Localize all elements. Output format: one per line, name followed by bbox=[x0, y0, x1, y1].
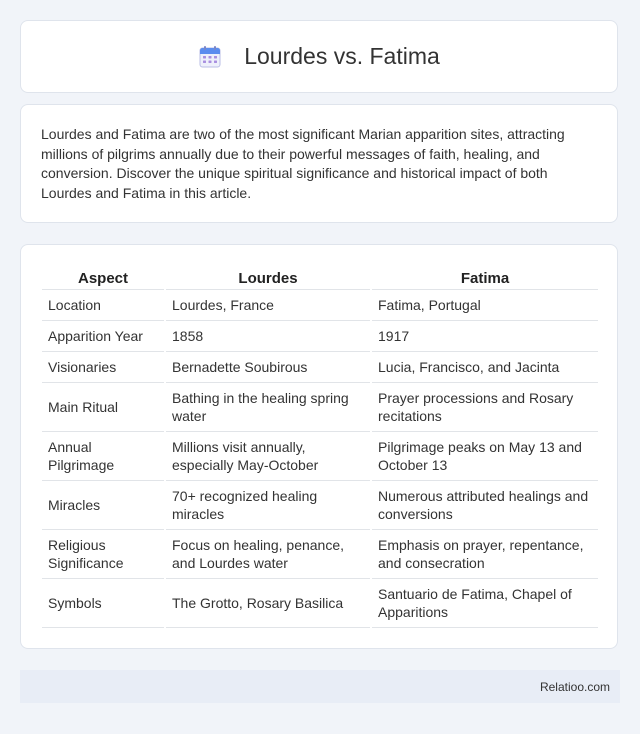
calendar-icon bbox=[198, 45, 222, 69]
cell-aspect: Apparition Year bbox=[42, 321, 164, 352]
table-row bbox=[42, 352, 598, 383]
cell-aspect: Visionaries bbox=[42, 352, 164, 383]
table-row bbox=[42, 530, 598, 579]
table-header-row bbox=[42, 264, 598, 290]
cell-aspect: Religious Significance bbox=[42, 530, 164, 579]
cell-fatima: Santuario de Fatima, Chapel of Apparitions bbox=[372, 579, 598, 628]
table-row bbox=[42, 579, 598, 628]
cell-aspect: Miracles bbox=[42, 481, 164, 530]
cell-lourdes: The Grotto, Rosary Basilica bbox=[166, 579, 370, 628]
cell-lourdes: Bernadette Soubirous bbox=[166, 352, 370, 383]
cell-lourdes: Lourdes, France bbox=[166, 290, 370, 321]
footer-bar bbox=[20, 670, 620, 703]
cell-aspect: Annual Pilgrimage bbox=[42, 432, 164, 481]
table-row bbox=[42, 432, 598, 481]
table-row bbox=[42, 321, 598, 352]
cell-lourdes: Focus on healing, penance, and Lourdes water bbox=[166, 530, 370, 579]
title-wrap bbox=[198, 43, 440, 70]
header-aspect: Aspect bbox=[42, 264, 164, 290]
header-lourdes: Lourdes bbox=[166, 264, 370, 290]
page-title: Lourdes vs. Fatima bbox=[244, 43, 440, 69]
cell-fatima: Numerous attributed healings and conversions bbox=[372, 481, 598, 530]
header-fatima: Fatima bbox=[372, 264, 598, 290]
intro-paragraph: Lourdes and Fatima are two of the most significant Marian apparition sites, attracting millions of pilgrims annually due to their powerful messages of faith, healing, and conversion. Discover the unique spiritual significance and historical impact of both Lourdes and Fatima in this article. bbox=[41, 126, 565, 201]
table-row bbox=[42, 383, 598, 432]
cell-aspect: Symbols bbox=[42, 579, 164, 628]
cell-fatima: 1917 bbox=[372, 321, 598, 352]
comparison-table bbox=[40, 264, 600, 628]
cell-aspect: Main Ritual bbox=[42, 383, 164, 432]
intro-card bbox=[20, 104, 618, 223]
cell-lourdes: 70+ recognized healing miracles bbox=[166, 481, 370, 530]
title-card bbox=[20, 20, 618, 93]
table-row bbox=[42, 481, 598, 530]
cell-fatima: Prayer processions and Rosary recitations bbox=[372, 383, 598, 432]
cell-fatima: Fatima, Portugal bbox=[372, 290, 598, 321]
cell-fatima: Emphasis on prayer, repentance, and consecration bbox=[372, 530, 598, 579]
cell-fatima: Lucia, Francisco, and Jacinta bbox=[372, 352, 598, 383]
comparison-card bbox=[20, 244, 618, 649]
cell-aspect: Location bbox=[42, 290, 164, 321]
table-row bbox=[42, 290, 598, 321]
cell-fatima: Pilgrimage peaks on May 13 and October 13 bbox=[372, 432, 598, 481]
cell-lourdes: Millions visit annually, especially May-October bbox=[166, 432, 370, 481]
cell-lourdes: Bathing in the healing spring water bbox=[166, 383, 370, 432]
footer-brand: Relatioo.com bbox=[539, 679, 610, 694]
cell-lourdes: 1858 bbox=[166, 321, 370, 352]
